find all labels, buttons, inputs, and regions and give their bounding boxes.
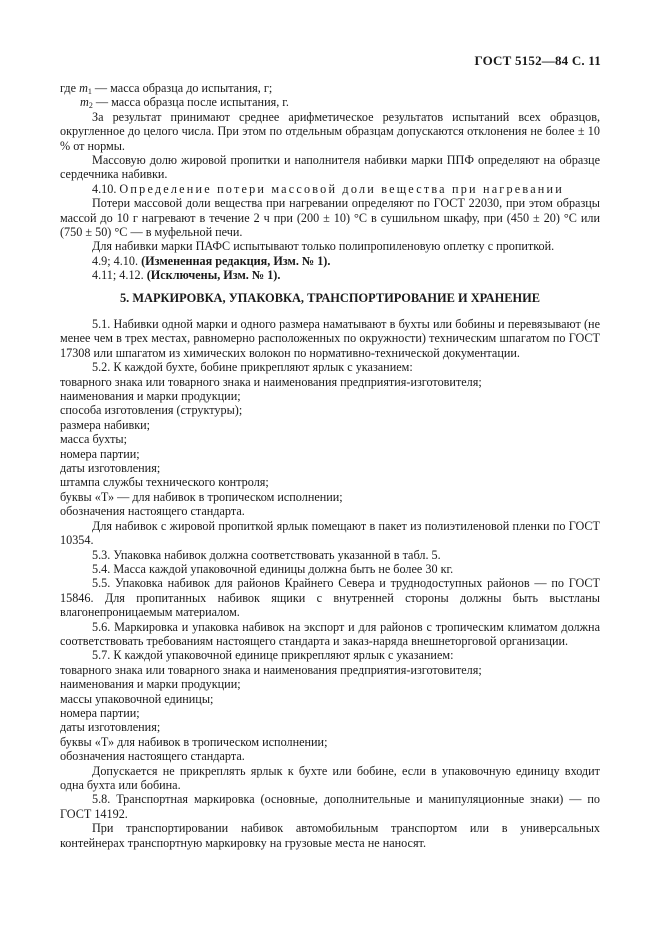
paragraph-pafs: Для набивки марки ПАФС испытывают только полипропиленовую оплетку с пропиткой. bbox=[92, 239, 555, 254]
list-item: обозначения настоящего стандарта. bbox=[60, 749, 245, 764]
list-item: масса бухты; bbox=[60, 432, 127, 447]
page-header: ГОСТ 5152—84 С. 11 bbox=[474, 53, 601, 68]
paragraph-5-4: 5.4. Масса каждой упаковочной единицы должна быть не более 30 кг. bbox=[92, 561, 454, 576]
list-item: товарного знака или товарного знака и наименования предприятия-изготовителя; bbox=[60, 374, 482, 389]
list-item: наименования и марки продукции; bbox=[60, 389, 241, 404]
paragraph-4-10-title: 4.10. Определение потери массовой доли вещества при нагревании bbox=[92, 181, 564, 196]
paragraph-5-3: 5.3. Упаковка набивок должна соответствовать указанной в табл. 5. bbox=[92, 547, 441, 562]
paragraph-5-2-polyethylene: Для набивок с жировой пропиткой ярлык помещают в пакет из полиэтиленовой пленки по ГОСТ 10354. bbox=[60, 518, 600, 548]
paragraph-5-8-transport: При транспортировании набивок автомобильным транспортом или в универсальных контейнерах транспортную маркировку на грузовые места не наносят. bbox=[60, 821, 600, 850]
list-item: товарного знака или товарного знака и наименования предприятия-изготовителя; bbox=[60, 662, 482, 677]
list-item: буквы «Т» для набивок в тропическом исполнении; bbox=[60, 734, 328, 749]
amendment-note-1: 4.9; 4.10. (Измененная редакция, Изм. № 1). bbox=[92, 253, 331, 268]
list-item: размера набивки; bbox=[60, 417, 151, 432]
paragraph-heat-loss: Потери массовой доли вещества при нагревании определяют по ГОСТ 22030, при этом образцы массой до 10 г нагревают в течение 2 ч при (200 ± 10) °С в сушильном шкафу, при (450 ± 20) °С или (750 ± 50) °С — в муфельной печи. bbox=[60, 196, 600, 240]
list-item: наименования и марки продукции; bbox=[60, 677, 241, 692]
paragraph-5-2: 5.2. К каждой бухте, бобине прикрепляют ярлык с указанием: bbox=[92, 360, 413, 375]
label-list-5-7 bbox=[60, 663, 600, 764]
list-item: способа изготовления (структуры); bbox=[60, 403, 243, 418]
paragraph-5-7: 5.7. К каждой упаковочной единице прикрепляют ярлык с указанием: bbox=[92, 648, 454, 663]
paragraph-5-5: 5.5. Упаковка набивок для районов Крайнего Севера и труднодоступных районов — по ГОСТ 15846. Для пропитанных набивок ящики с внутренней стороны должны быть выстланы влагонепроницаемым материалом. bbox=[60, 576, 600, 620]
paragraph-5-7-note: Допускается не прикреплять ярлык к бухте или бобине, если в упаковочную единицу входит одна бухта или бобина. bbox=[60, 763, 600, 792]
list-item: даты изготовления; bbox=[60, 720, 161, 735]
amendment-note-2: 4.11; 4.12. (Исключены, Изм. № 1). bbox=[92, 268, 281, 283]
paragraph-5-6: 5.6. Маркировка и упаковка набивок на экспорт и для районов с тропическим климатом должна соответствовать требованиям настоящего стандарта и заказ-наряда внешнеторговой организации. bbox=[60, 619, 600, 648]
list-item: номера партии; bbox=[60, 446, 140, 461]
paragraph-ppf: Массовую долю жировой пропитки и наполнителя набивки марки ППФ определяют на образце сердечника набивки. bbox=[60, 153, 600, 182]
list-item: буквы «Т» — для набивок в тропическом исполнении; bbox=[60, 489, 343, 504]
list-item: штампа службы технического контроля; bbox=[60, 475, 269, 490]
section-5-body bbox=[60, 317, 600, 850]
section-title: 5. МАРКИРОВКА, УПАКОВКА, ТРАНСПОРТИРОВАНИЕ И ХРАНЕНИЕ bbox=[119, 291, 541, 305]
formula-legend-m2: $m_2$ — масса образца после испытания, г. bbox=[80, 95, 289, 111]
list-item: даты изготовления; bbox=[60, 461, 161, 476]
list-item: обозначения настоящего стандарта. bbox=[60, 504, 245, 519]
top-text-block bbox=[60, 81, 600, 283]
list-item: массы упаковочной единицы; bbox=[60, 691, 214, 706]
paragraph-5-8: 5.8. Транспортная маркировка (основные, дополнительные и манипуляционные знаки) — по ГОСТ 14192. bbox=[60, 792, 600, 821]
paragraph-5-1: 5.1. Набивки одной марки и одного размера наматывают в бухты или бобины и перевязывают (не менее чем в трех местах, равномерно расположенных по окружности) техническим шпагатом по ГОСТ 17308 или шпагатом из химических волокон по нормативно-технической документации. bbox=[60, 317, 600, 360]
list-item: номера партии; bbox=[60, 705, 140, 720]
label-list-5-2 bbox=[60, 375, 600, 519]
paragraph-result: За результат принимают среднее арифметическое результатов испытаний всех образцов, округленное до целого числа. При этом по отдельным образцам допускаются отклонения не более ± 10 % от нормы. bbox=[60, 109, 600, 153]
formula-legend-m1: где $m_1$ — масса образца до испытания, г; bbox=[60, 81, 273, 96]
